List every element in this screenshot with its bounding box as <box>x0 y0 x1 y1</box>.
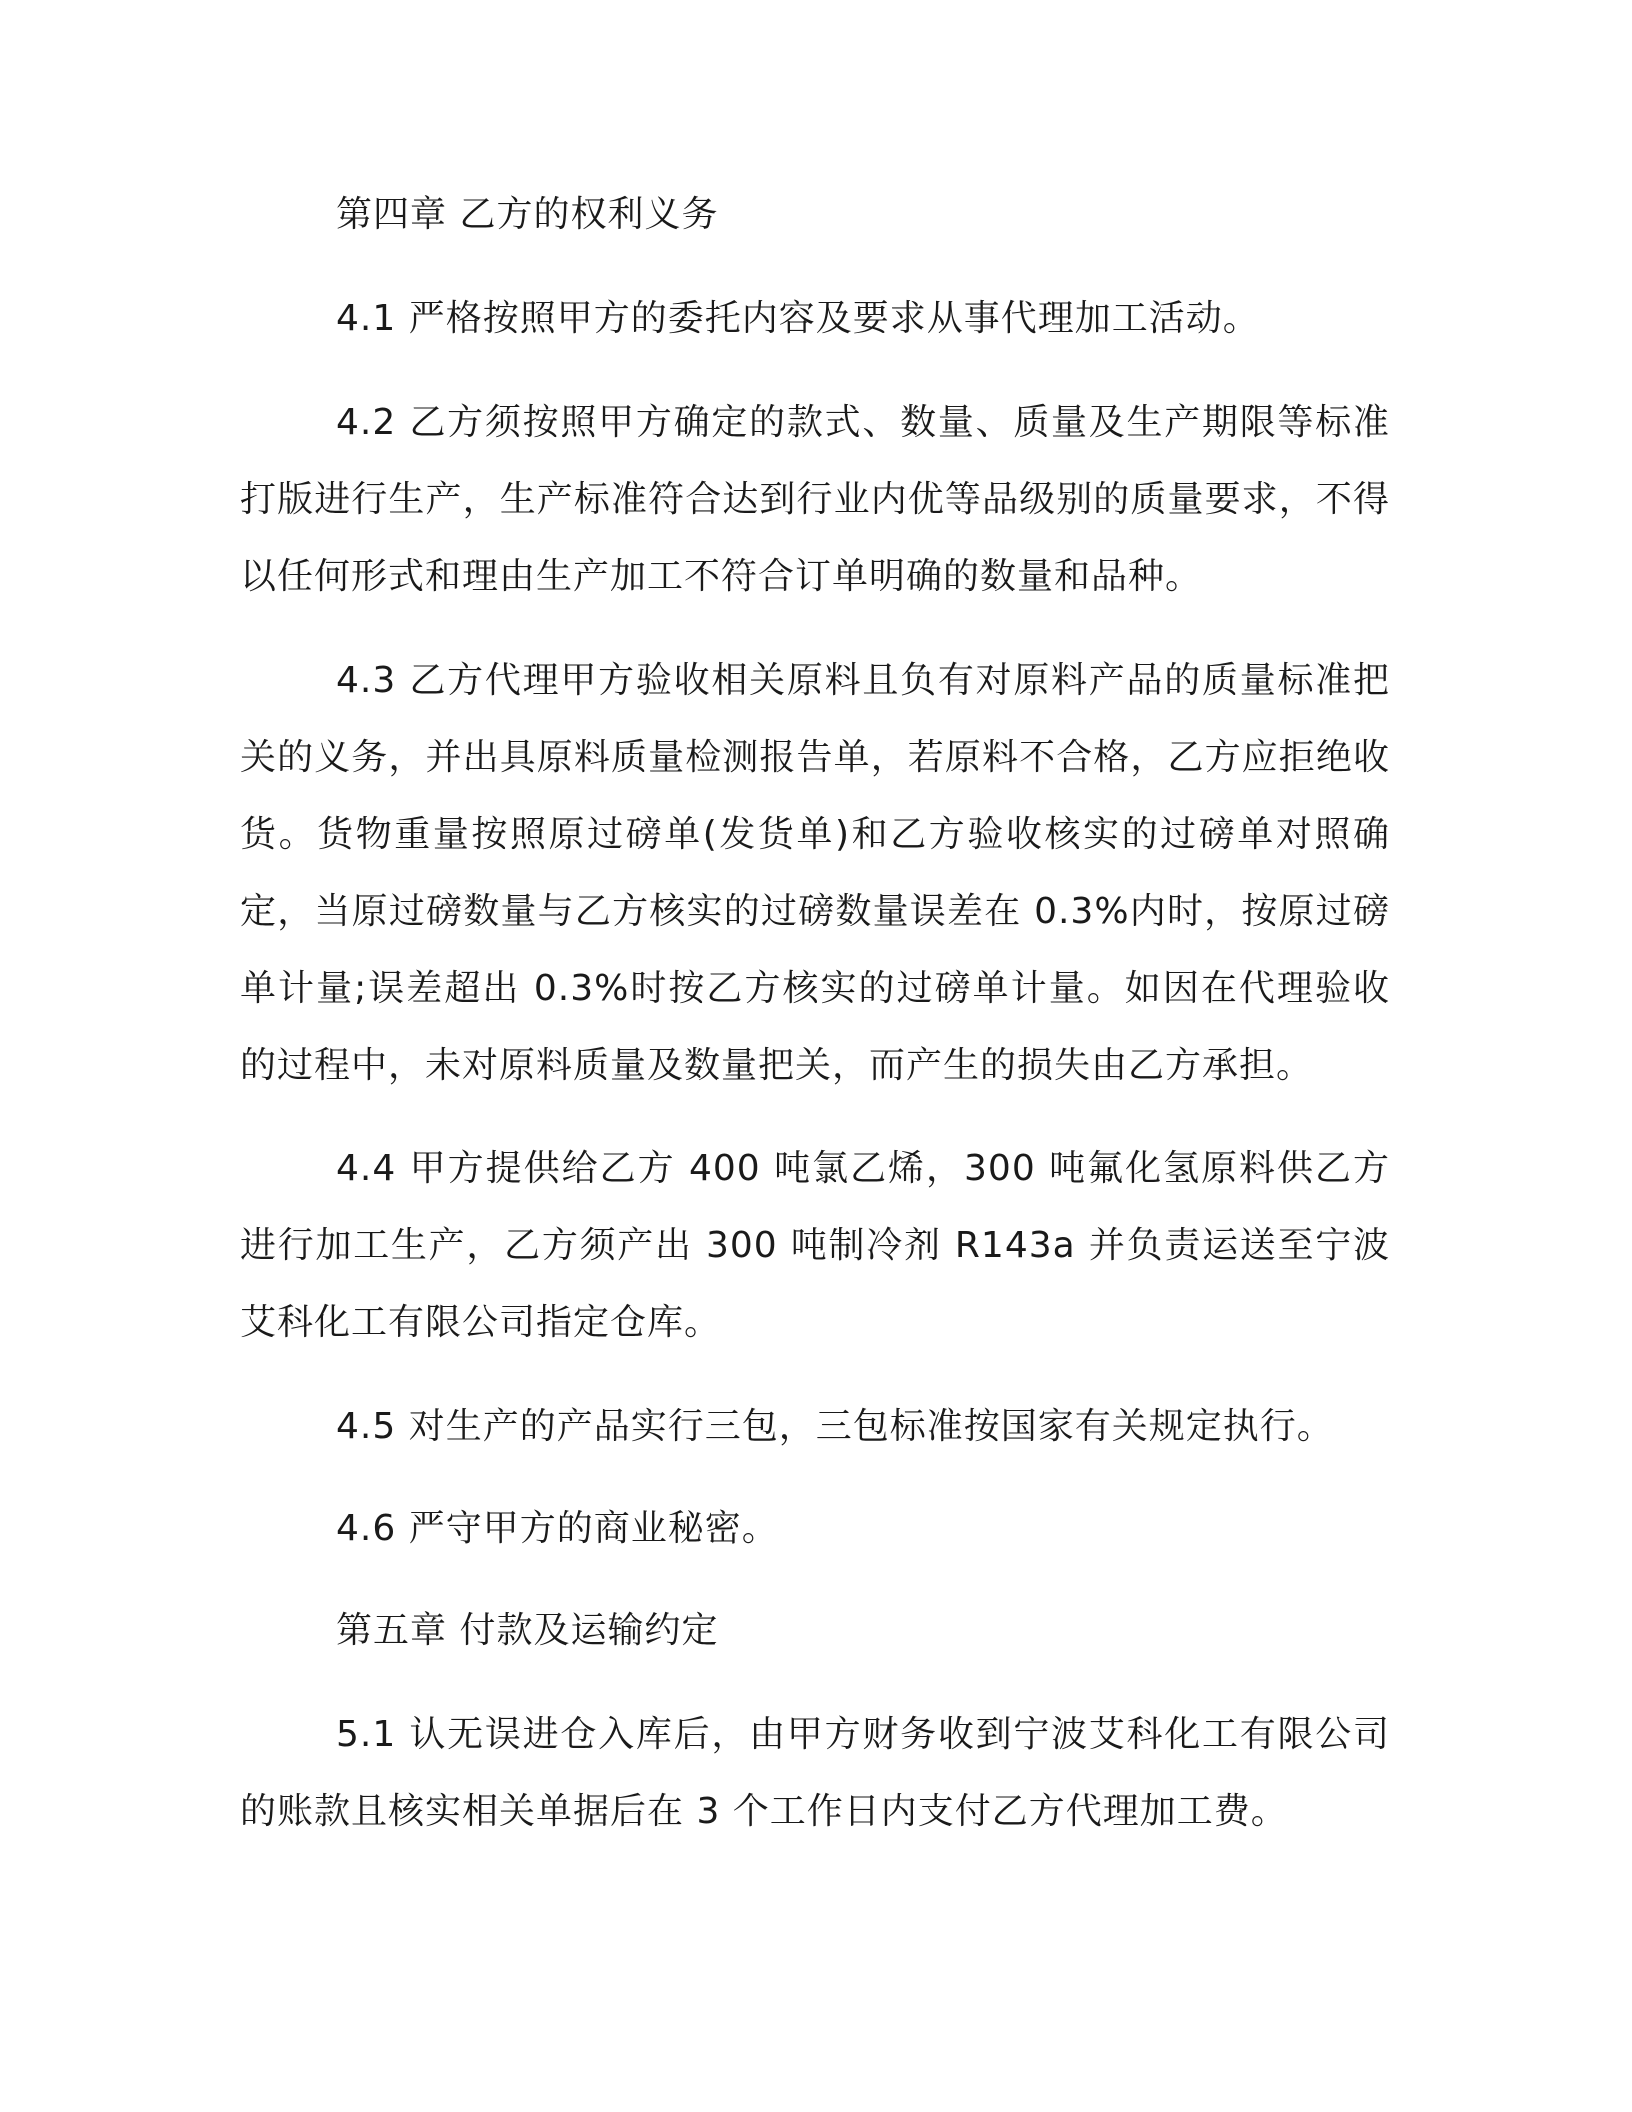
clause-4-1: 4.1 严格按照甲方的委托内容及要求从事代理加工活动。 <box>336 298 1260 339</box>
clause-4-6: 4.6 严守甲方的商业秘密。 <box>336 1508 779 1549</box>
chapter-4-heading: 第四章 乙方的权利义务 <box>336 194 719 235</box>
clause-4-2: 4.2 乙方须按照甲方确定的款式、数量、质量及生产期限等标准打版进行生产，生产标准符合达到行业内优等品级别的质量要求，不得以任何形式和理由生产加工不符合订单明确的数量和品种。 <box>240 402 1390 597</box>
clause-4-3: 4.3 乙方代理甲方验收相关原料且负有对原料产品的质量标准把关的义务，并出具原料质量检测报告单，若原料不合格，乙方应拒绝收货。货物重量按照原过磅单(发货单)和乙方验收核实的过磅单对照确定，当原过磅数量与乙方核实的过磅数量误差在 0.3%内时，按原过磅单计量;误差超出 0.3%时按乙方核实的过磅单计量。如因在代理验收的过程中，未对原料质量及数量把关，而产生的损失由乙方承担。 <box>240 660 1390 1086</box>
chapter-5-heading: 第五章 付款及运输约定 <box>336 1610 719 1651</box>
clause-5-1: 5.1 认无误进仓入库后，由甲方财务收到宁波艾科化工有限公司的账款且核实相关单据后在 3 个工作日内支付乙方代理加工费。 <box>240 1714 1390 1832</box>
clause-4-5: 4.5 对生产的产品实行三包，三包标准按国家有关规定执行。 <box>336 1406 1334 1447</box>
clause-4-4: 4.4 甲方提供给乙方 400 吨氯乙烯，300 吨氟化氢原料供乙方进行加工生产，乙方须产出 300 吨制冷剂 R143a 并负责运送至宁波艾科化工有限公司指定仓库。 <box>240 1148 1390 1343</box>
